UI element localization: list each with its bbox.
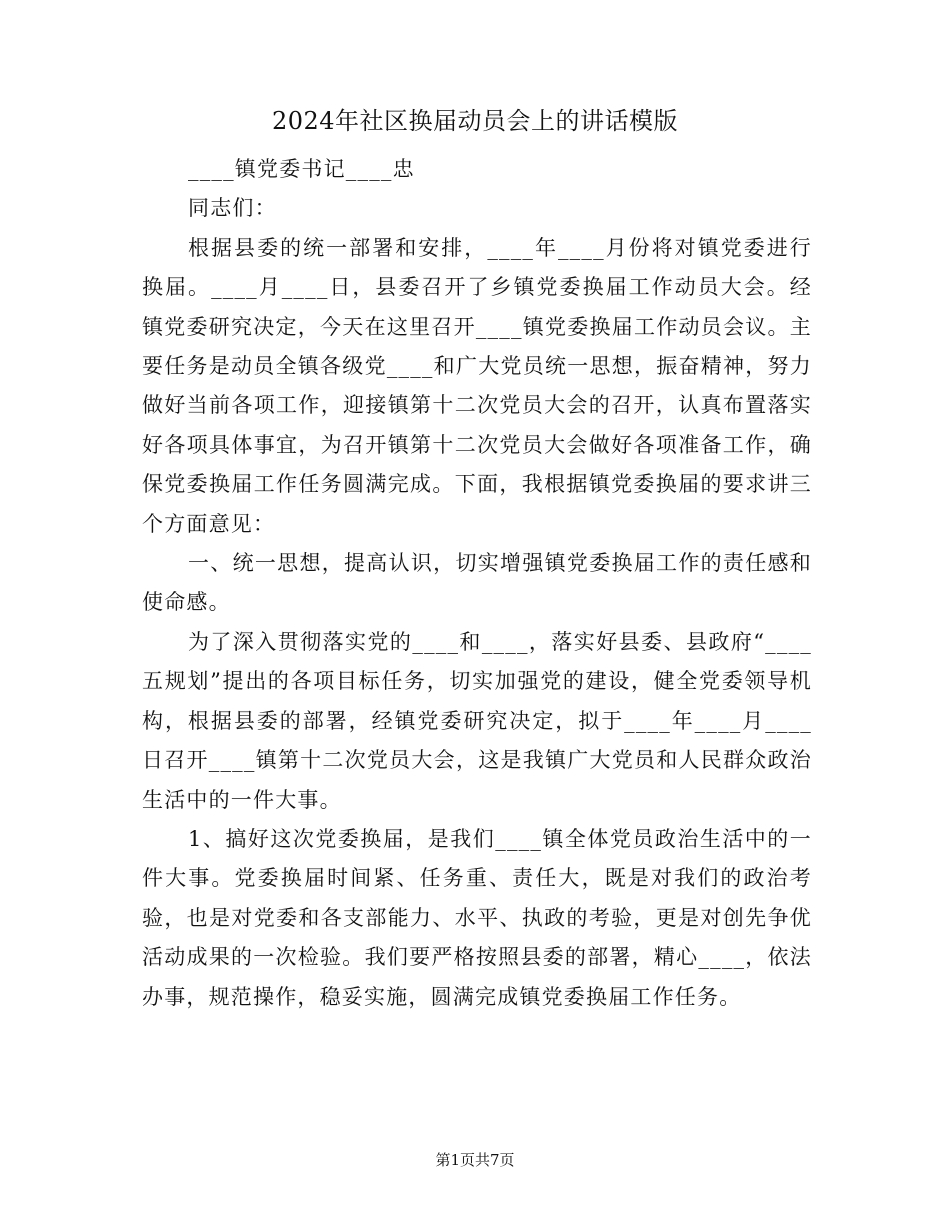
document-body (142, 150, 812, 1017)
paragraph-intro: 根据县委的统一部署和安排，____年____月份将对镇党委进行换届。____月____日，县委召开了乡镇党委换届工作动员大会。经镇党委研究决定，今天在这里召开____镇党委换届工作动员会议。主要任务是动员全镇各级党____和广大党员统一思想，振奋精神，努力做好当前各项工作，迎接镇第十二次党员大会的召开，认真布置落实好各项具体事宜，为召开镇第十二次党员大会做好各项准备工作，确保党委换届工作任务圆满完成。下面，我根据镇党委换届的要求讲三个方面意见： (142, 235, 812, 536)
speaker-line: ____镇党委书记____忠 (188, 157, 415, 181)
page-number: 第1页共7页 (435, 1151, 515, 1169)
page-title: 2024年社区换届动员会上的讲话模版 (271, 107, 679, 135)
paragraph-point-1: 1、搞好这次党委换届，是我们____镇全体党员政治生活中的一件大事。党委换届时间紧、任务重、责任大，既是对我们的政治考验，也是对党委和各支部能力、水平、执政的考验，更是对创先争优活动成果的一次检验。我们要严格按照县委的部署，精心____，依法办事，规范操作，稳妥实施，圆满完成镇党委换届工作任务。 (142, 826, 812, 1009)
paragraph-section-1: 为了深入贯彻落实党的____和____，落实好县委、县政府“____五规划”提出的各项目标任务，切实加强党的建设，健全党委领导机构，根据县委的部署，经镇党委研究决定，拟于____年____月____日召开____镇第十二次党员大会，这是我镇广大党员和人民群众政治生活中的一件大事。 (142, 629, 812, 812)
salutation: 同志们： (188, 196, 277, 221)
section-heading-1: 一、统一思想，提高认识，切实增强镇党委换届工作的责任感和使命感。 (142, 551, 812, 615)
